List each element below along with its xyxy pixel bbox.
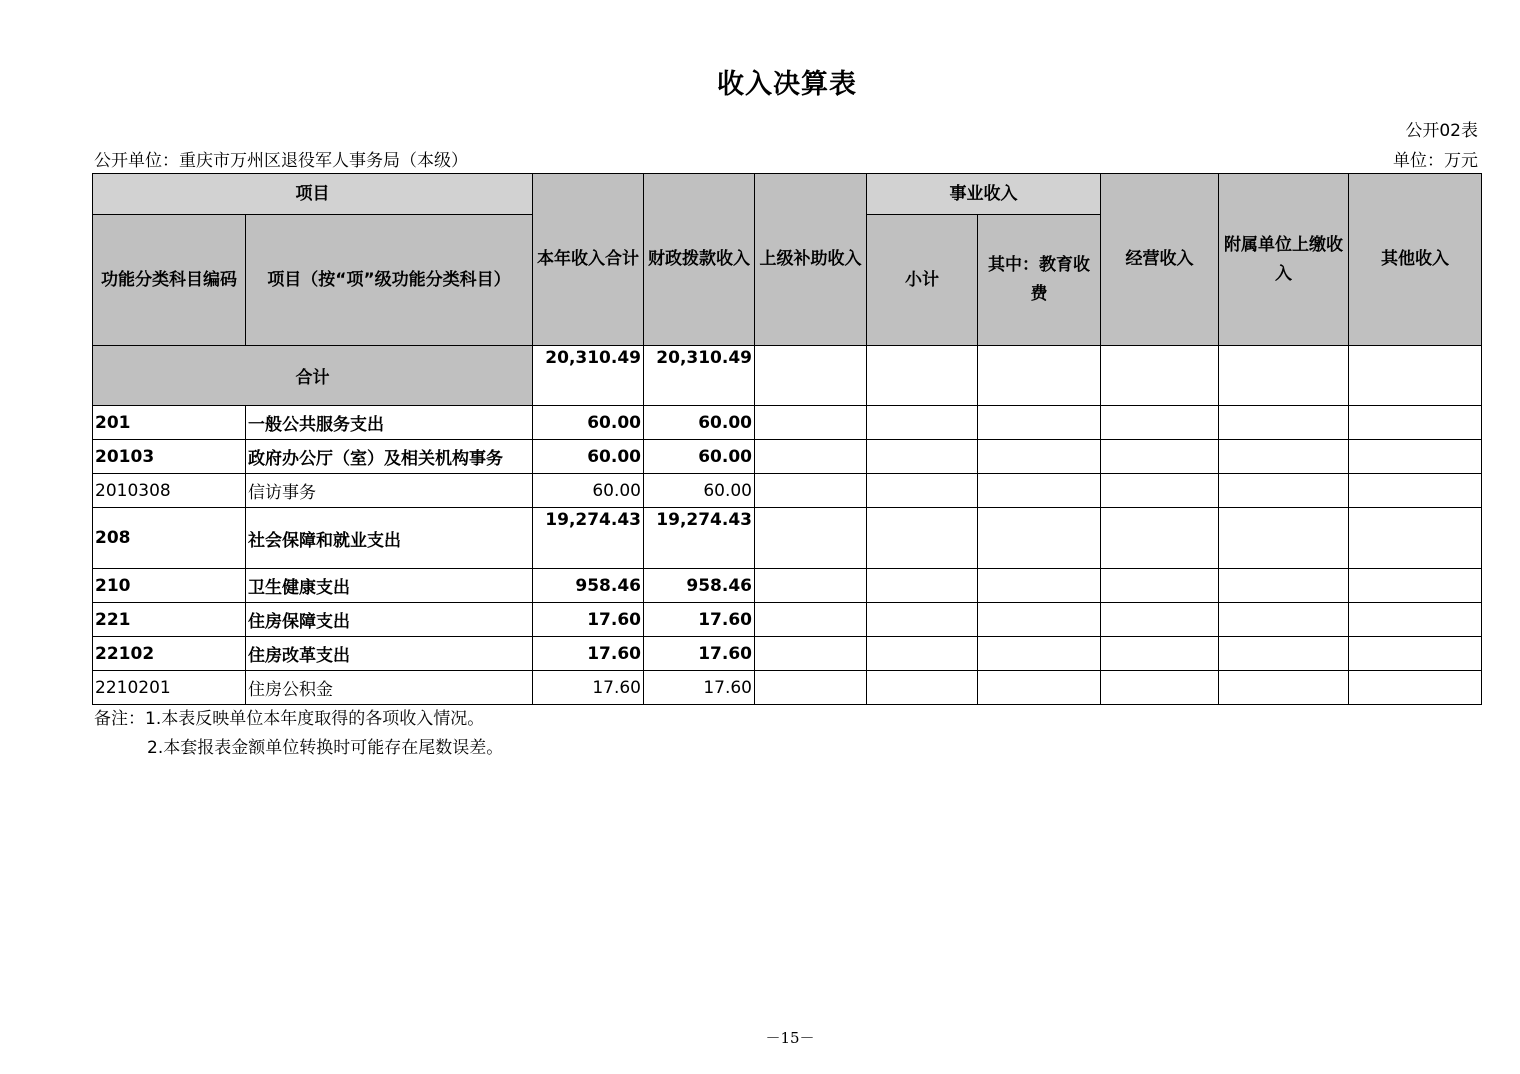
row-total-income: 17.60 xyxy=(533,671,644,705)
row-fiscal: 60.00 xyxy=(644,440,755,474)
page-number: －15－ xyxy=(765,1029,815,1047)
header-business-income: 事业收入 xyxy=(867,174,1101,215)
row-total-income: 60.00 xyxy=(533,474,644,508)
row-name: 住房改革支出 xyxy=(246,637,533,671)
currency-unit: 单位：万元 xyxy=(1393,151,1478,171)
row-code: 20103 xyxy=(93,440,246,474)
row-fiscal: 60.00 xyxy=(644,406,755,440)
row-name: 一般公共服务支出 xyxy=(246,406,533,440)
income-table xyxy=(92,173,1482,705)
row-name: 住房公积金 xyxy=(246,671,533,705)
row-total-income: 19,274.43 xyxy=(533,508,644,569)
header-fiscal: 财政拨款收入 xyxy=(644,174,755,346)
table-row xyxy=(93,637,1482,671)
header-subtotal: 小计 xyxy=(867,215,978,346)
header-total-income: 本年收入合计 xyxy=(533,174,644,346)
header-operating: 经营收入 xyxy=(1101,174,1219,346)
table-row xyxy=(93,603,1482,637)
row-code: 201 xyxy=(93,406,246,440)
reporting-unit: 公开单位：重庆市万州区退役军人事务局（本级） xyxy=(94,151,468,171)
row-name: 信访事务 xyxy=(246,474,533,508)
row-code: 22102 xyxy=(93,637,246,671)
row-fiscal: 19,274.43 xyxy=(644,508,755,569)
row-code: 2010308 xyxy=(93,474,246,508)
form-number: 公开02表 xyxy=(1405,121,1478,141)
page-title: 收入决算表 xyxy=(717,69,857,100)
note-line-1: 备注：1.本表反映单位本年度取得的各项收入情况。 xyxy=(94,709,485,729)
row-fiscal: 958.46 xyxy=(644,569,755,603)
note-line-2: 2.本套报表金额单位转换时可能存在尾数误差。 xyxy=(147,738,504,758)
table-row xyxy=(93,406,1482,440)
row-fiscal: 60.00 xyxy=(644,474,755,508)
notes xyxy=(94,705,503,763)
table-row xyxy=(93,508,1482,569)
row-fiscal: 17.60 xyxy=(644,671,755,705)
row-total-income: 958.46 xyxy=(533,569,644,603)
header-superior: 上级补助收入 xyxy=(755,174,867,346)
table-row xyxy=(93,671,1482,705)
row-code: 221 xyxy=(93,603,246,637)
row-fiscal: 17.60 xyxy=(644,637,755,671)
row-name: 社会保障和就业支出 xyxy=(246,508,533,569)
row-total-income: 17.60 xyxy=(533,603,644,637)
total-label: 合计 xyxy=(93,346,533,406)
table-row-total xyxy=(93,346,1482,406)
header-education: 其中：教育收费 xyxy=(978,215,1101,346)
table-row xyxy=(93,569,1482,603)
total-income-cell: 20,310.49 xyxy=(533,346,644,406)
row-name: 住房保障支出 xyxy=(246,603,533,637)
table-row xyxy=(93,440,1482,474)
row-code: 2210201 xyxy=(93,671,246,705)
header-code: 功能分类科目编码 xyxy=(93,215,246,346)
row-total-income: 60.00 xyxy=(533,440,644,474)
header-name: 项目（按“项”级功能分类科目） xyxy=(246,215,533,346)
total-fiscal-cell: 20,310.49 xyxy=(644,346,755,406)
table-row xyxy=(93,474,1482,508)
row-total-income: 17.60 xyxy=(533,637,644,671)
row-name: 卫生健康支出 xyxy=(246,569,533,603)
row-name: 政府办公厅（室）及相关机构事务 xyxy=(246,440,533,474)
row-code: 208 xyxy=(93,508,246,569)
row-code: 210 xyxy=(93,569,246,603)
header-item: 项目 xyxy=(93,174,533,215)
row-fiscal: 17.60 xyxy=(644,603,755,637)
row-total-income: 60.00 xyxy=(533,406,644,440)
header-affiliated: 附属单位上缴收入 xyxy=(1219,174,1349,346)
header-other: 其他收入 xyxy=(1349,174,1482,346)
